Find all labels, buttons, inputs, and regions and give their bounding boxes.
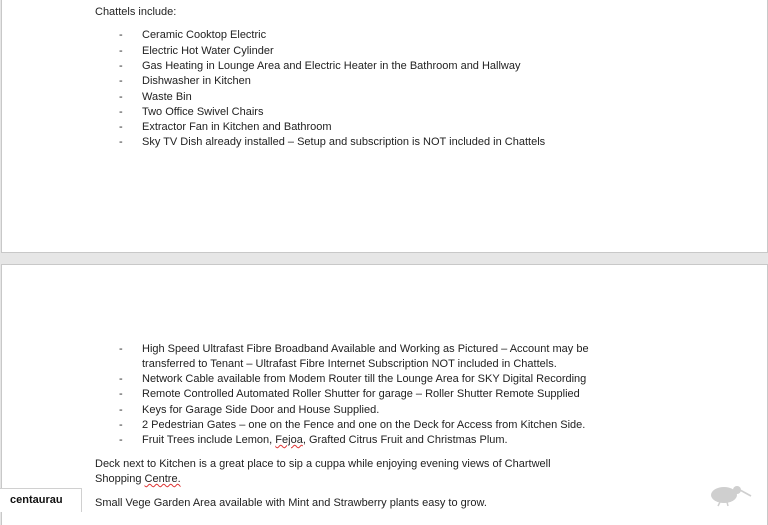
document-page-1: [1, 0, 768, 253]
list-item: Sky TV Dish already installed – Setup and subscription is NOT included in Chattels: [142, 136, 546, 148]
list-dash: -: [119, 404, 123, 416]
centaurau-watermark: centaurau: [0, 488, 82, 512]
misspelled-word[interactable]: Fejoa: [275, 434, 303, 446]
list-dash: -: [119, 121, 123, 133]
list-item: High Speed Ultrafast Fibre Broadband Available and Working as Pictured – Account may be: [142, 343, 589, 355]
list-item: Remote Controlled Automated Roller Shutter for garage – Roller Shutter Remote Supplied: [142, 388, 580, 400]
garden-paragraph: Small Vege Garden Area available with Mint and Strawberry plants easy to grow.: [95, 497, 487, 509]
list-dash: -: [119, 434, 123, 446]
fruit-text-start: Fruit Trees include Lemon,: [142, 434, 276, 446]
list-dash: -: [119, 106, 123, 118]
kiwi-bird-icon: [704, 481, 752, 507]
deck-paragraph-line2: [95, 472, 181, 487]
chattels-heading: Chattels include:: [95, 6, 177, 18]
list-dash: -: [119, 45, 123, 57]
list-item: Waste Bin: [142, 91, 192, 103]
list-item: Extractor Fan in Kitchen and Bathroom: [142, 121, 332, 133]
list-item: Two Office Swivel Chairs: [142, 106, 264, 118]
deck-text-shopping: Shopping: [95, 473, 145, 485]
list-dash: -: [119, 91, 123, 103]
fruit-text-end: , Grafted Citrus Fruit and Christmas Plum.: [302, 434, 508, 446]
list-item: Network Cable available from Modem Router till the Lounge Area for SKY Digital Recording: [142, 373, 587, 385]
list-item: Gas Heating in Lounge Area and Electric Heater in the Bathroom and Hallway: [142, 60, 521, 72]
list-dash: -: [119, 60, 123, 72]
document-page-2: [1, 264, 768, 525]
grammar-flag-word[interactable]: Centre.: [144, 473, 181, 485]
list-dash: -: [119, 419, 123, 431]
list-dash: -: [119, 388, 123, 400]
list-dash: -: [119, 136, 123, 148]
list-dash: -: [119, 343, 123, 355]
list-dash: -: [119, 29, 123, 41]
list-item: Ceramic Cooktop Electric: [142, 29, 267, 41]
list-dash: -: [119, 373, 123, 385]
list-item-continuation: transferred to Tenant – Ultrafast Fibre Internet Subscription NOT included in Chattels.: [142, 358, 557, 370]
list-item: [142, 433, 508, 448]
list-item: Keys for Garage Side Door and House Supplied.: [142, 404, 380, 416]
deck-paragraph-line1: Deck next to Kitchen is a great place to sip a cuppa while enjoying evening views of Chartwell: [95, 458, 551, 470]
list-item: Dishwasher in Kitchen: [142, 75, 251, 87]
list-item: 2 Pedestrian Gates – one on the Fence and one on the Deck for Access from Kitchen Side.: [142, 419, 586, 431]
list-dash: -: [119, 75, 123, 87]
list-item: Electric Hot Water Cylinder: [142, 45, 274, 57]
